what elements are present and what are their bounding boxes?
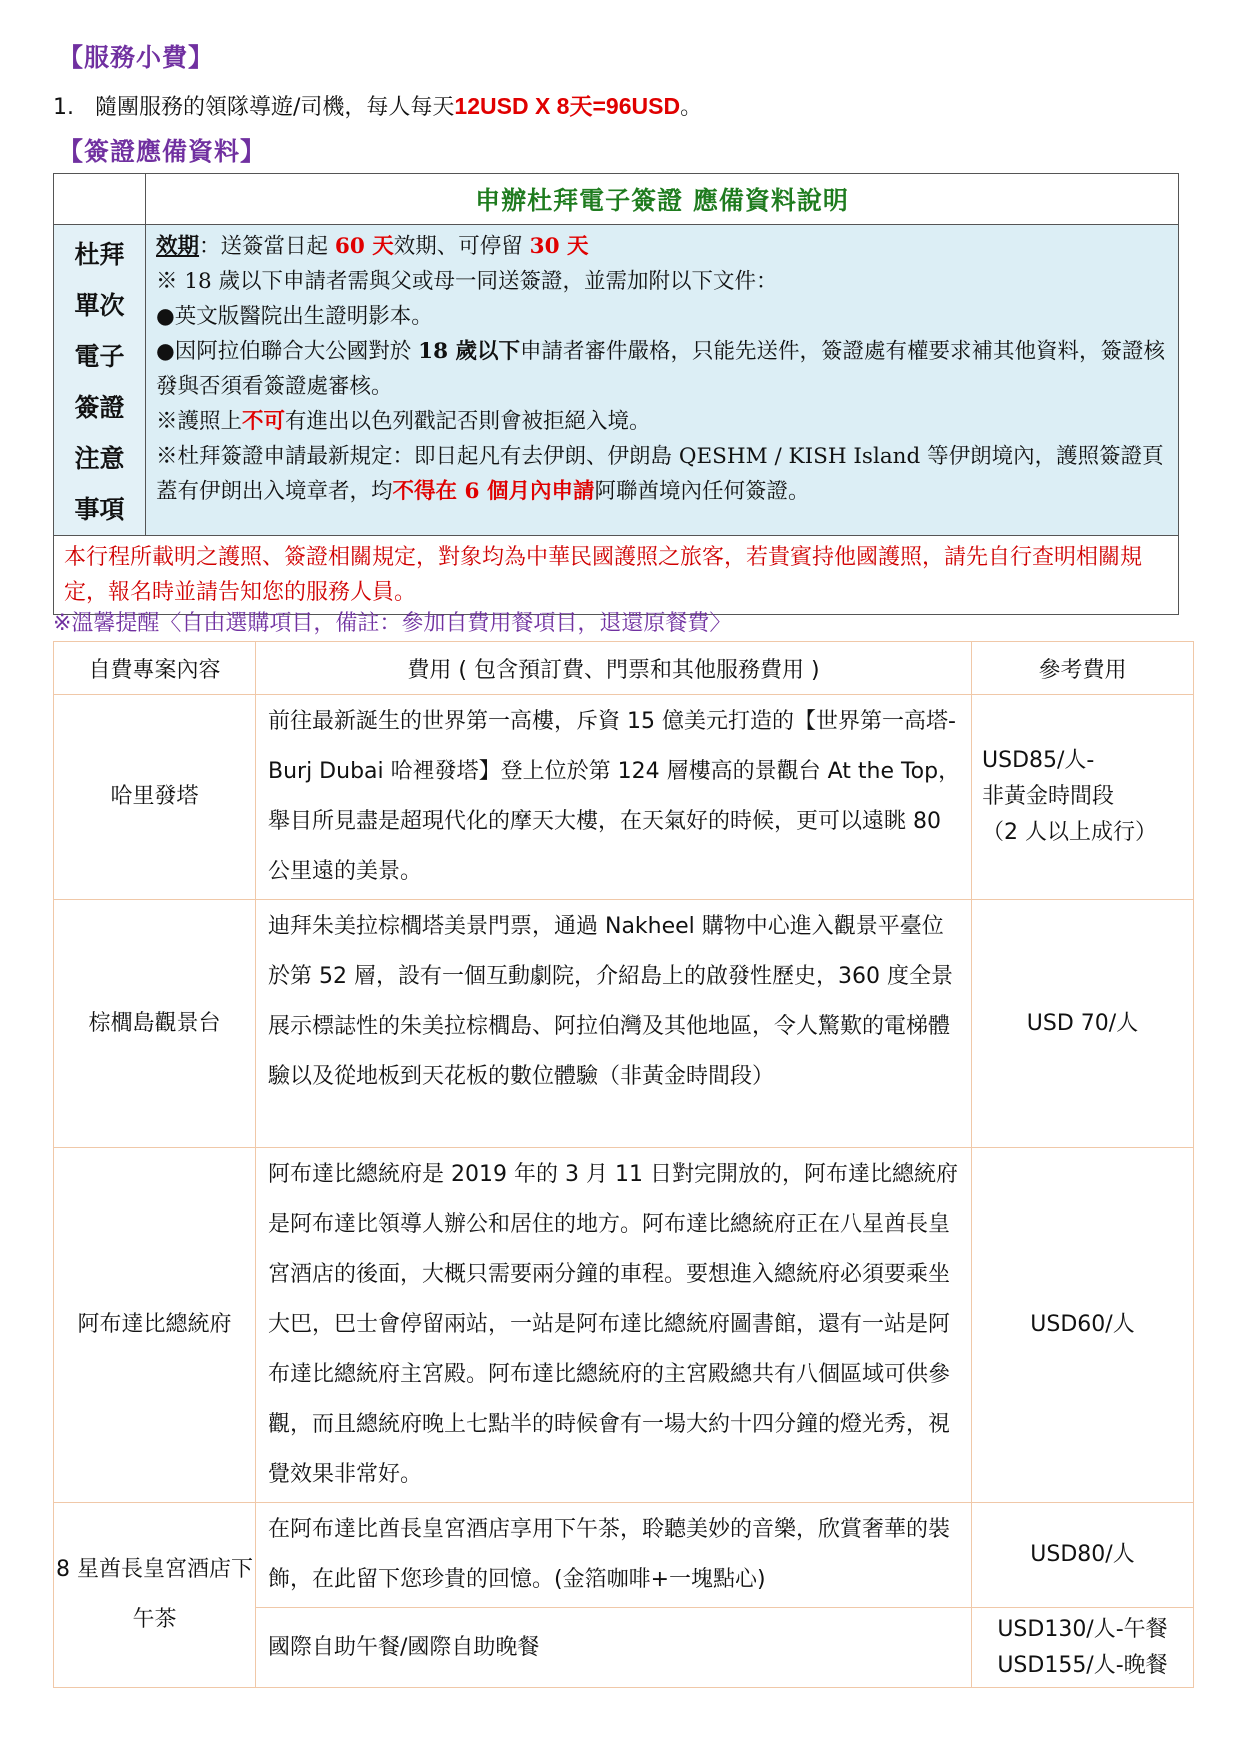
price-line: （2 人以上成行） [982,820,1157,845]
price-line: USD60/人 [1030,1312,1135,1337]
text: ※杜拜簽證申請最新規定：即日起凡有去伊朗、伊朗島 QESHM / KISH Island 等伊朗境內，護照簽證頁蓋有伊朗出入境章者，均 [156,444,1164,504]
text: 有進出以色列戳記否則會被拒絕入境。 [285,409,651,434]
visa-details [146,225,1179,536]
text: 申請者審件嚴格，只能先送件，簽證處有權要求補其他資料，簽證核發與否須看簽證處審核。 [156,339,1166,399]
item-description: 前往最新誕生的世界第一高樓，斥資 15 億美元打造的【世界第一高塔-Burj Dubai 哈裡發塔】登上位於第 124 層樓高的景觀台 At the Top，舉目所見盡是超現代化的摩天大樓，在天氣好的時候，更可以遠眺 80 公里遠的美景。 [256,695,972,900]
left-label-line: 單次 [74,291,125,320]
optional-tours-table [53,641,1194,1688]
item-name: 棕櫚島觀景台 [54,900,256,1148]
item-name: 8 星酋長皇宮酒店下午茶 [54,1503,256,1688]
birth-certificate-item: ●英文版醫院出生證明影本。 [156,304,433,329]
table-row [54,695,1194,900]
price-line: USD80/人 [1030,1542,1135,1567]
validity-line [156,229,1170,264]
minor-requirement: ※ 18 歲以下申請者需與父或母一同送簽證，並需加附以下文件： [156,269,778,294]
item-description: 國際自助午餐/國際自助晚餐 [256,1608,972,1688]
item-price [972,695,1194,900]
left-label-line: 簽證 [74,393,125,422]
item-price [972,1503,1194,1608]
validity-text: ：送簽當日起 [199,234,335,259]
price-line: USD 70/人 [1026,1010,1139,1036]
item-highlight: 12USD X 8天=96USD [454,93,681,119]
price-line: 非黃金時間段 [982,784,1115,809]
service-fee-item [53,88,702,121]
text: ●因阿拉伯聯合大公國對於 [156,339,419,364]
item-text: 隨團服務的領隊導遊/司機，每人每天 [95,95,455,120]
price-line: USD155/人-晚餐 [997,1652,1168,1678]
item-description: 阿布達比總統府是 2019 年的 3 月 11 日對完開放的，阿布達比總統府是阿布達比領導人辦公和居住的地方。阿布達比總統府正在八星酋長皇宮酒店的後面，大概只需要兩分鐘的車程。要想進入總統府必須要乘坐大巴，巴士會停留兩站，一站是阿布達比總統府圖書館，還有一站是阿布達比總統府主宮殿。阿布達比總統府的主宮殿總共有八個區域可供參觀，而且總統府晚上七點半的時候會有一場大約十四分鐘的燈光秀，視覺效果非常好。 [256,1148,972,1503]
visa-table-header: 申辦杜拜電子簽證 應備資料說明 [146,174,1179,225]
header-item: 自費專案內容 [54,642,256,695]
visa-table [53,173,1179,615]
item-end: 。 [680,95,703,120]
left-label-line: 注意 [74,444,125,473]
item-name: 哈里發塔 [54,695,256,900]
age-limit: 18 歲以下 [418,339,521,364]
table-row [54,900,1194,1148]
visa-left-label [54,225,146,536]
table-row [54,1503,1194,1608]
left-label-line: 杜拜 [74,240,125,269]
iran-rule-item [156,439,1170,509]
price-line: USD130/人-午餐 [997,1616,1168,1642]
stay-days: 30 天 [529,234,589,259]
passport-note: 本行程所載明之護照、簽證相關規定，對象均為中華民國護照之旅客，若貴賓持他國護照，請先自行查明相關規定，報名時並請告知您的服務人員。 [54,536,1179,615]
validity-text: 效期、可停留 [393,234,530,259]
restriction: 不得在 6 個月內申請 [392,479,595,504]
item-name: 阿布達比總統府 [54,1148,256,1503]
left-label-line: 事項 [74,495,125,524]
text: 阿聯酋境內任何簽證。 [594,479,810,504]
item-price [972,1608,1194,1688]
price-line: USD85/人- [982,748,1095,773]
text: ※護照上 [156,409,243,434]
item-description: 在阿布達比酋長皇宮酒店享用下午茶，聆聽美妙的音樂，欣賞奢華的裝飾，在此留下您珍貴的回憶。(金箔咖啡+一塊點心) [256,1503,972,1608]
item-price [972,1148,1194,1503]
visa-header-empty [54,174,146,225]
item-description: 迪拜朱美拉棕櫚塔美景門票，通過 Nakheel 購物中心進入觀景平臺位於第 52 層，設有一個互動劇院，介紹島上的啟發性歷史，360 度全景展示標誌性的朱美拉棕櫚島、阿拉伯灣及其他地區，令人驚歎的電梯體驗以及從地板到天花板的數位體驗（非黃金時間段） [256,900,972,1148]
item-price [972,900,1194,1148]
forbidden: 不可 [242,409,286,434]
visa-section-title: 【簽證應備資料】 [58,137,267,166]
strict-review-item [156,334,1170,404]
item-number: 1. [53,95,74,120]
left-label-line: 電子 [74,342,125,371]
header-cost: 費用 ( 包含預訂費、門票和其他服務費用 ) [256,642,972,695]
header-reference-price: 參考費用 [972,642,1194,695]
table-row [54,1148,1194,1503]
service-fee-title: 【服務小費】 [58,43,215,72]
israel-stamp-item [156,404,1170,439]
reminder-tip: ※溫馨提醒〈自由選購項目，備註：參加自費用餐項目，退還原餐費〉 [53,611,732,636]
validity-days: 60 天 [334,234,394,259]
validity-label: 效期 [156,234,200,259]
